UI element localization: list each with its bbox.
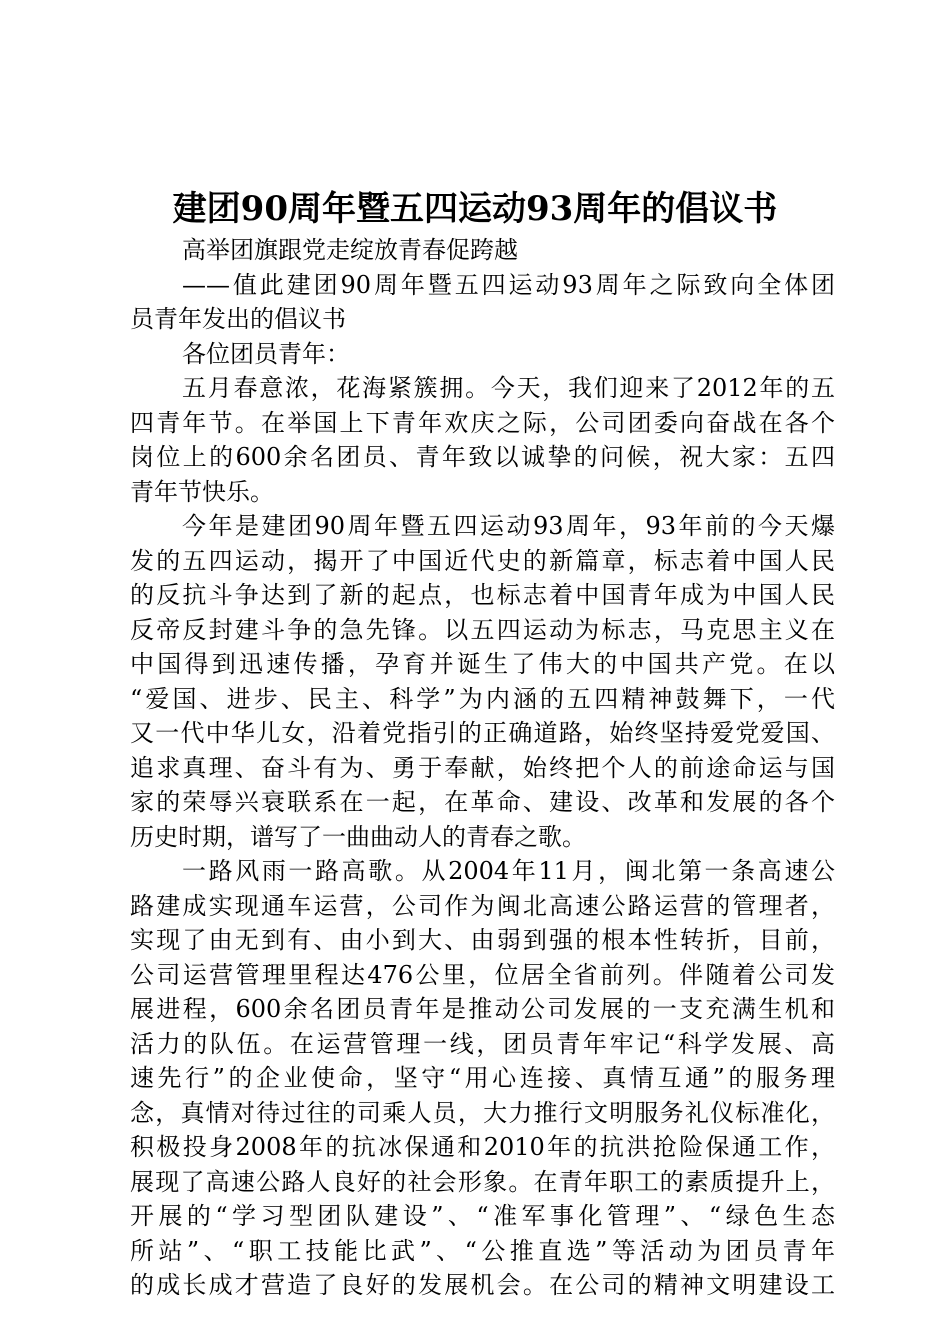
paragraph-line: 积极投身2008年的抗冰保通和2010年的抗洪抢险保通工作， bbox=[130, 1133, 835, 1161]
document-title: 建团90周年暨五四运动93周年的倡议书 bbox=[172, 189, 778, 229]
paragraph-line: 所站”、“职工技能比武”、“公推直选”等活动为团员青年 bbox=[130, 1236, 835, 1265]
paragraph-line: 青年节快乐。 bbox=[130, 477, 274, 506]
paragraph-line: 岗位上的600余名团员、青年致以诚挚的问候，祝大家：五四 bbox=[130, 443, 835, 471]
paragraph-line: 又一代中华儿女，沿着党指引的正确道路，始终坚持爱党爱国、 bbox=[130, 719, 835, 747]
paragraph-line: 展现了高速公路人良好的社会形象。在青年职工的素质提升上， bbox=[130, 1167, 835, 1196]
paragraph-line: 历史时期，谱写了一曲曲动人的青春之歌。 bbox=[130, 822, 586, 851]
subtitle-line: 高举团旗跟党走绽放青春促跨越 bbox=[182, 236, 518, 264]
paragraph-line: 公司运营管理里程达476公里，位居全省前列。伴随着公司发 bbox=[130, 960, 835, 989]
paragraph-line: 活力的队伍。在运营管理一线，团员青年牢记“科学发展、高 bbox=[130, 1029, 835, 1058]
paragraph-line: 发的五四运动，揭开了中国近代史的新篇章，标志着中国人民 bbox=[130, 546, 835, 575]
paragraph-line: 四青年节。在举国上下青年欢庆之际，公司团委向奋战在各个 bbox=[130, 408, 835, 437]
paragraph-line: “爱国、进步、民主、科学”为内涵的五四精神鼓舞下，一代 bbox=[130, 684, 835, 713]
paragraph-line: 家的荣辱兴衰联系在一起，在革命、建设、改革和发展的各个 bbox=[130, 788, 835, 816]
paragraph-line: 今年是建团90周年暨五四运动93周年，93年前的今天爆 bbox=[182, 512, 835, 540]
paragraph-line: 速先行”的企业使命，坚守“用心连接、真情互通”的服务理 bbox=[130, 1064, 835, 1092]
paragraph-line: 的反抗斗争达到了新的起点，也标志着中国青年成为中国人民 bbox=[130, 581, 835, 609]
paragraph-line: 路建成实现通车运营，公司作为闽北高速公路运营的管理者， bbox=[130, 891, 835, 920]
subtitle-line: 员青年发出的倡议书 bbox=[130, 305, 346, 333]
document-body bbox=[130, 233, 835, 1303]
paragraph-line: 一路风雨一路高歌。从2004年11月，闽北第一条高速公 bbox=[182, 857, 835, 885]
paragraph-line: 展进程，600余名团员青年是推动公司发展的一支充满生机和 bbox=[130, 995, 835, 1023]
paragraph-line: 念，真情对待过往的司乘人员，大力推行文明服务礼仪标准化， bbox=[130, 1098, 835, 1127]
paragraph-line: 实现了由无到有、由小到大、由弱到强的根本性转折，目前， bbox=[130, 926, 835, 954]
paragraph-line: 的成长成才营造了良好的发展机会。在公司的精神文明建设工 bbox=[130, 1271, 835, 1299]
paragraph-line: 开展的“学习型团队建设”、“准军事化管理”、“绿色生态 bbox=[130, 1202, 835, 1230]
salutation-line: 各位团员青年： bbox=[182, 339, 350, 368]
paragraph-line: 追求真理、奋斗有为、勇于奉献，始终把个人的前途命运与国 bbox=[130, 753, 835, 782]
paragraph-line: 中国得到迅速传播，孕育并诞生了伟大的中国共产党。在以 bbox=[130, 650, 835, 678]
paragraph-line: 五月春意浓，花海紧簇拥。今天，我们迎来了2012年的五 bbox=[182, 374, 835, 402]
paragraph-line: 反帝反封建斗争的急先锋。以五四运动为标志，马克思主义在 bbox=[130, 615, 835, 644]
subtitle-line: ——值此建团90周年暨五四运动93周年之际致向全体团 bbox=[182, 270, 835, 299]
